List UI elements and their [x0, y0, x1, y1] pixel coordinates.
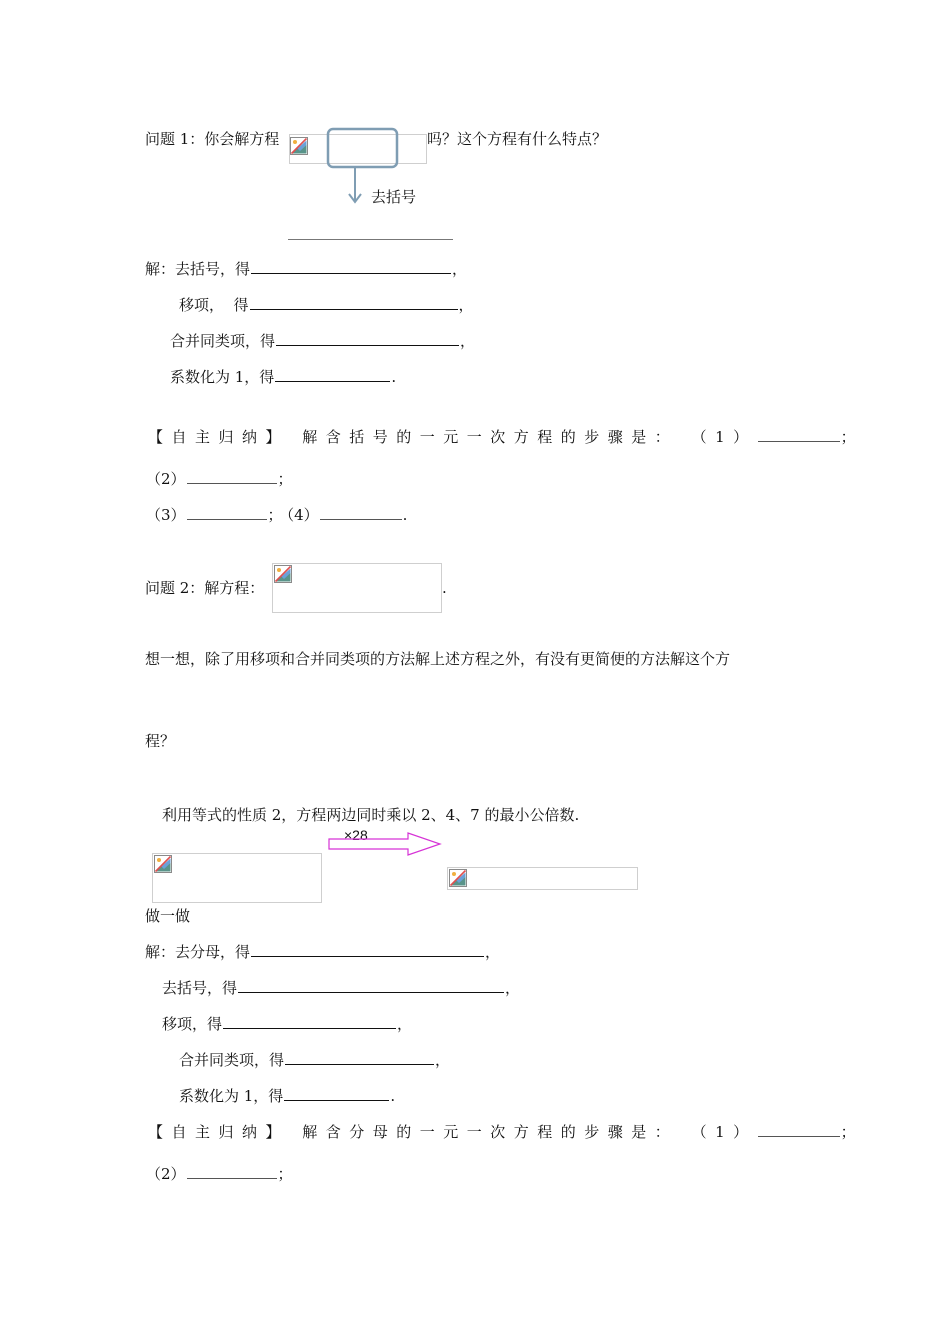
punctuation: ， [452, 260, 468, 278]
solve-line-remove-brackets [145, 259, 467, 279]
punctuation: . [391, 368, 397, 386]
answer-blank[interactable] [251, 943, 484, 957]
broken-image-icon [154, 855, 172, 873]
solve-step-label: 合并同类项，得 [170, 332, 276, 350]
summary-text: 解含括号的一元一次方程的步骤是： [302, 428, 679, 446]
answer-blank[interactable] [284, 1087, 389, 1101]
answer-blank[interactable] [285, 1051, 434, 1065]
practice-line-combine [179, 1050, 450, 1070]
solve-step-label: 解：去分母，得 [145, 943, 251, 961]
step-number: （2） [146, 470, 186, 488]
summary-2-line [148, 1122, 864, 1142]
question-2-period: . [442, 579, 447, 597]
practice-line-coefficient [179, 1086, 395, 1106]
equation-2-image [272, 563, 442, 613]
punctuation: ； [267, 506, 283, 524]
answer-blank[interactable] [758, 428, 840, 442]
summary-heading: 【自主归纳】 [148, 428, 290, 446]
equation-cleared-image [447, 867, 638, 890]
summary-heading: 【自主归纳】 [148, 1123, 290, 1141]
answer-blank[interactable] [758, 1123, 840, 1137]
solve-step-label: 移项， 得 [179, 296, 249, 314]
result-line [288, 239, 453, 240]
answer-blank[interactable] [275, 368, 390, 382]
think-line-2: 程？ [145, 732, 176, 750]
step-number: （2） [146, 1165, 186, 1183]
arrow-label-remove-brackets: 去括号 [371, 188, 417, 206]
punctuation: . [390, 1087, 396, 1105]
punctuation: ； [277, 470, 293, 488]
step-number: （3） [146, 506, 186, 524]
answer-blank[interactable] [251, 260, 451, 274]
practice-line-transpose [162, 1014, 412, 1034]
multiply-arrow [328, 832, 444, 856]
punctuation: ； [840, 428, 865, 446]
summary-2-step-2 [146, 1164, 293, 1184]
summary-1-step-2 [146, 469, 293, 489]
flow-box [328, 129, 397, 167]
answer-blank[interactable] [238, 979, 504, 993]
punctuation: ， [485, 943, 501, 961]
answer-blank[interactable] [187, 470, 277, 484]
think-line-1: 想一想，除了用移项和合并同类项的方法解上述方程之外，有没有更简便的方法解这个方 [145, 650, 731, 668]
answer-blank[interactable] [250, 296, 458, 310]
solve-step-label: 合并同类项，得 [179, 1051, 285, 1069]
step-number: （1） [691, 428, 757, 446]
answer-blank[interactable] [187, 506, 267, 520]
practice-line-remove-brackets [162, 978, 520, 998]
solve-step-label: 去括号，得 [162, 979, 238, 997]
solve-step-label: 系数化为 1，得 [170, 368, 275, 386]
punctuation: ， [460, 332, 476, 350]
solve-step-label: 移项，得 [162, 1015, 223, 1033]
multiply-label: ×28 [344, 827, 368, 843]
punctuation: ， [435, 1051, 451, 1069]
punctuation: ， [505, 979, 521, 997]
lcm-hint: 利用等式的性质 2，方程两边同时乘以 2、4、7 的最小公倍数. [162, 806, 580, 824]
solve-line-combine [170, 331, 475, 351]
broken-image-icon [274, 565, 292, 583]
summary-text: 解含分母的一元一次方程的步骤是： [302, 1123, 679, 1141]
equation-original-image [152, 853, 322, 903]
punctuation: ， [397, 1015, 413, 1033]
question-2-prefix: 问题 2：解方程： [145, 579, 265, 597]
answer-blank[interactable] [320, 506, 402, 520]
practice-line-clear-denominator [145, 942, 500, 962]
question-1-suffix: 吗？这个方程有什么特点？ [427, 130, 608, 148]
practice-title: 做一做 [145, 907, 191, 925]
solve-step-label: 系数化为 1，得 [179, 1087, 284, 1105]
step-number: （1） [691, 1123, 757, 1141]
punctuation: ； [840, 1123, 865, 1141]
solve-line-transpose [179, 295, 474, 315]
solve-line-coefficient [170, 367, 396, 387]
question-1-prefix: 问题 1：你会解方程 [145, 130, 280, 148]
answer-blank[interactable] [276, 332, 459, 346]
punctuation: ， [458, 296, 474, 314]
answer-blank[interactable] [223, 1015, 396, 1029]
step-number: （4） [286, 506, 319, 524]
summary-1-line [148, 427, 864, 447]
solve-step-label: 解：去括号，得 [145, 260, 251, 278]
answer-blank[interactable] [187, 1165, 277, 1179]
punctuation: ； [277, 1165, 293, 1183]
punctuation: . [402, 506, 408, 524]
broken-image-icon [290, 137, 308, 155]
summary-1-steps-3-4 [146, 505, 407, 525]
broken-image-icon [449, 869, 467, 887]
multiply-arrow-shape [329, 833, 440, 855]
